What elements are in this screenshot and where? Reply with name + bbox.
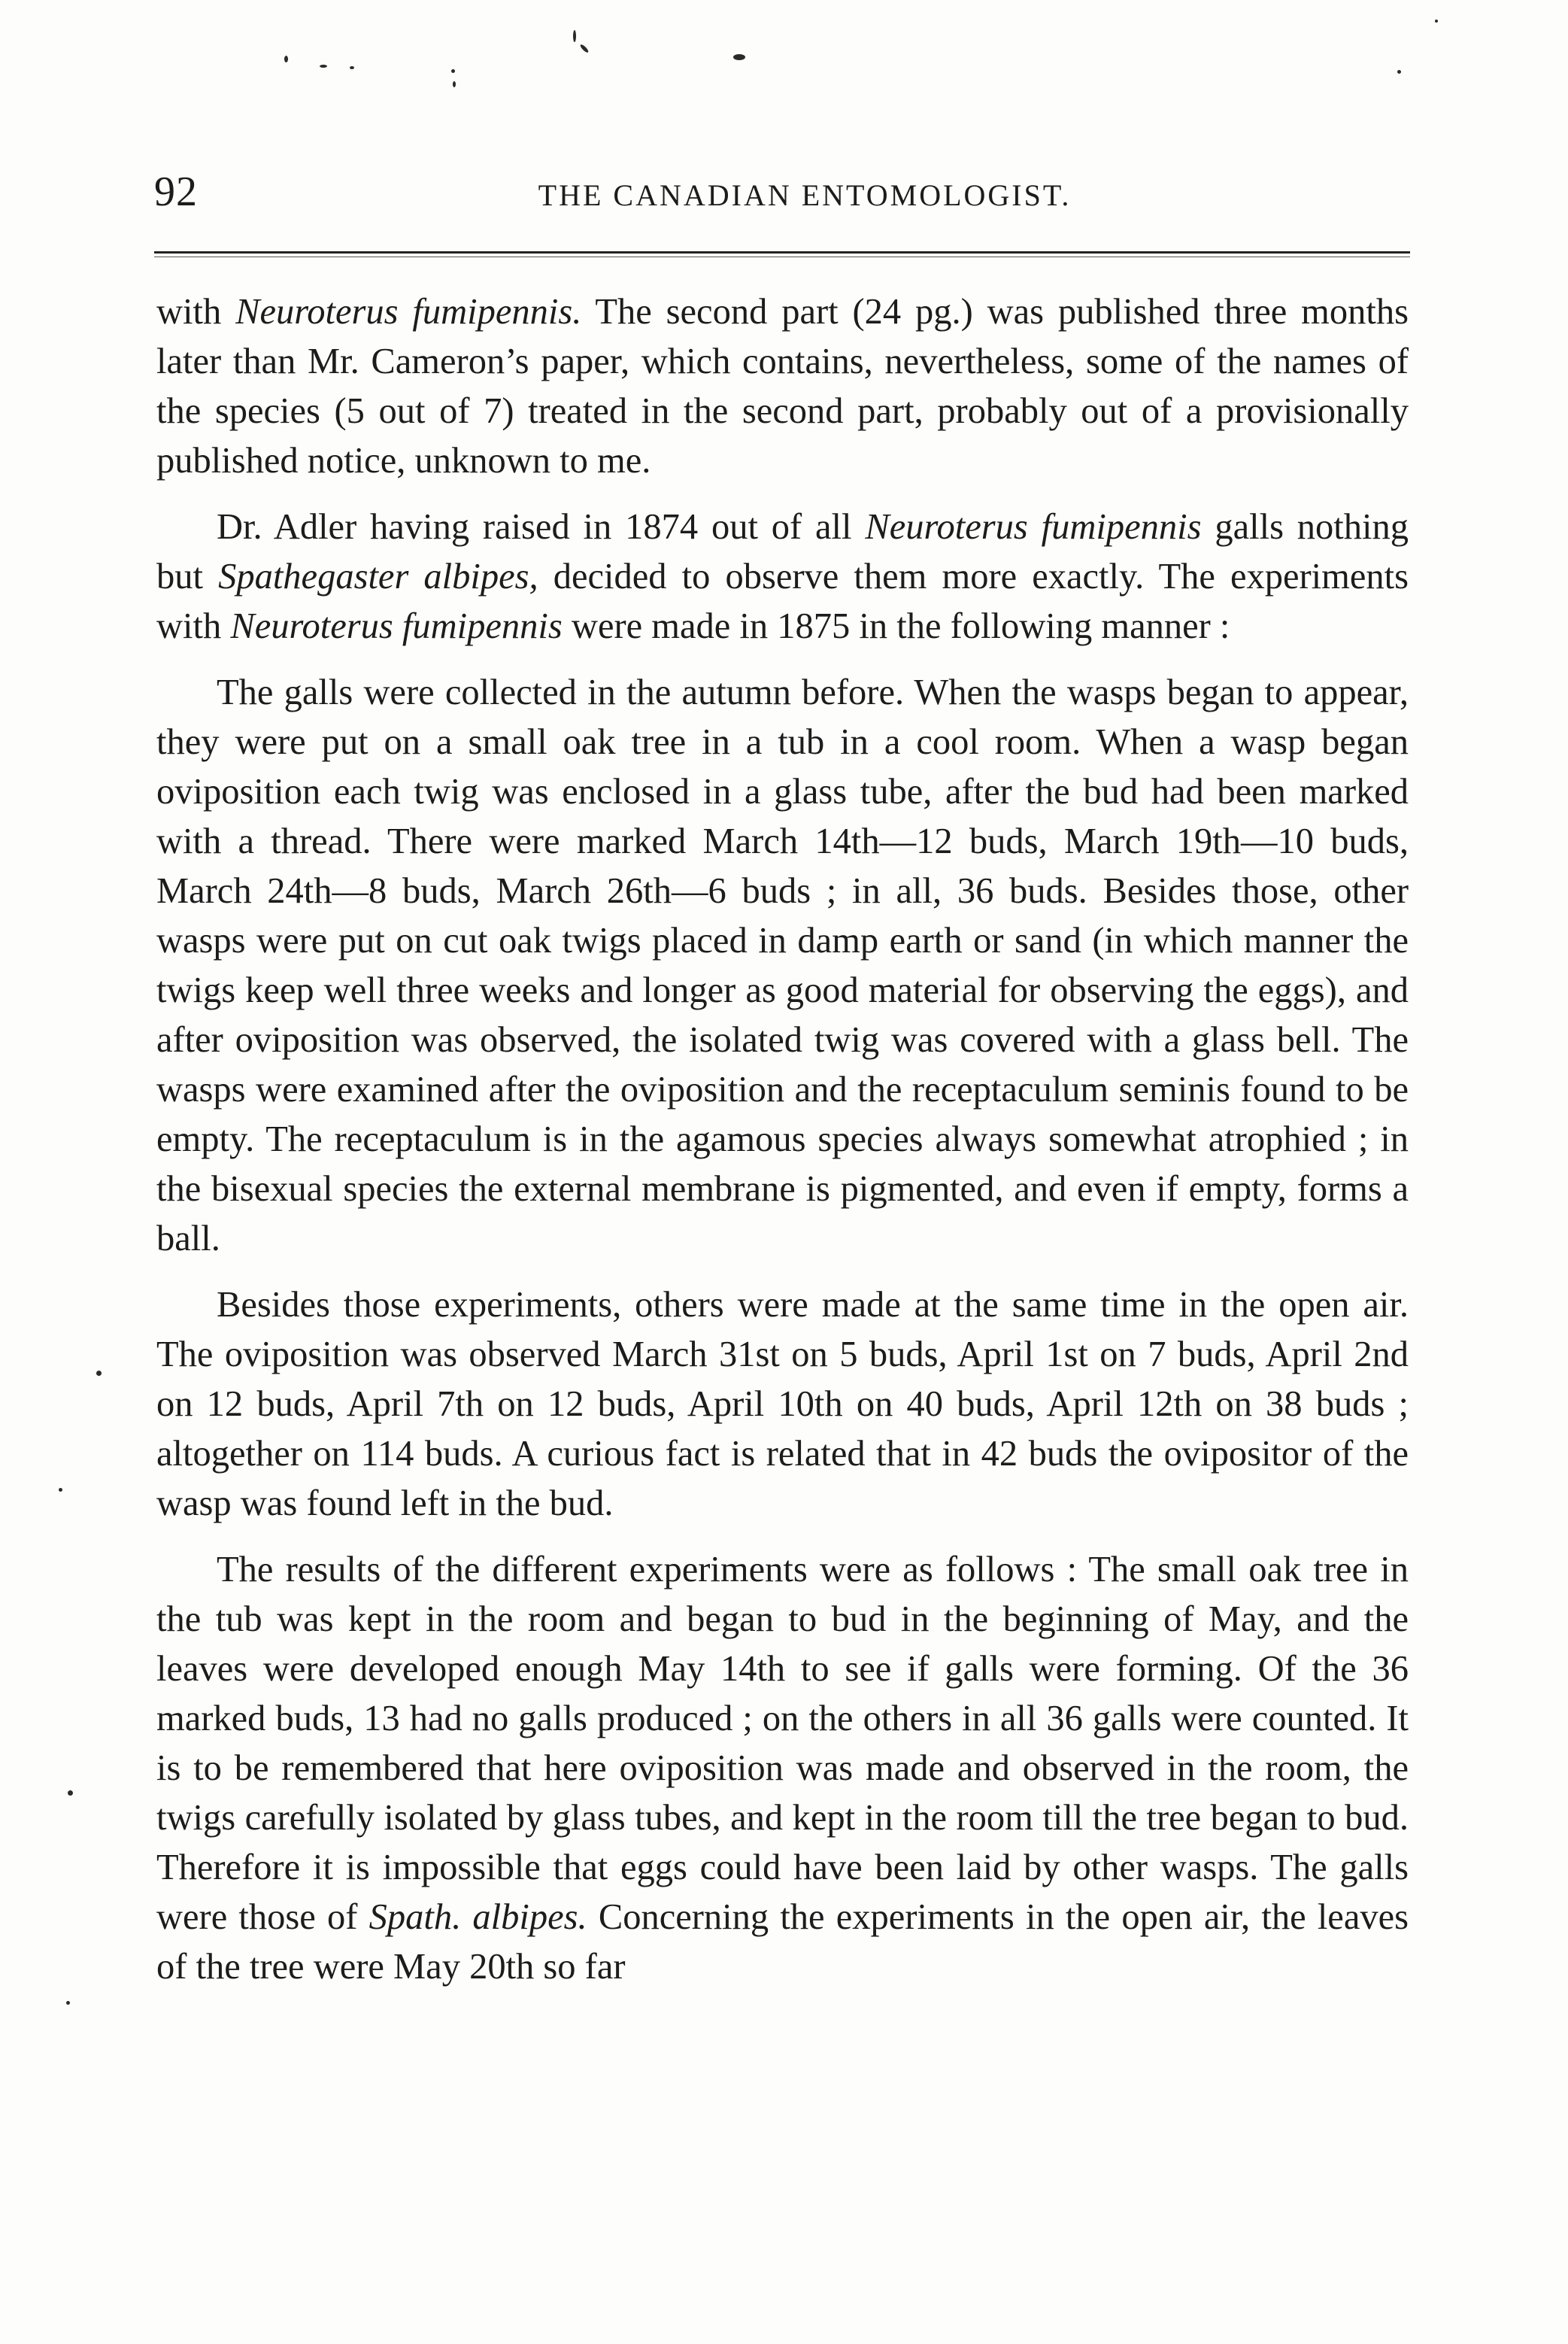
scan-speck [284,56,288,62]
header-rule [154,251,1410,254]
paragraph [156,287,1409,486]
text-run: The galls were collected in the autumn before. When the wasps began to appear, they were put on a small oak tree in a tub in a cool room. When a wasp began oviposition each twig was enclosed in a glass tube, after the bud had been marked with a thread. There were marked March 14th—12 buds, March 19th—10 buds, March 24th—8 buds, March 26th—6 buds ; in all, 36 buds. Besides those, other wasps were put on cut oak twigs placed in damp earth or sand (in which manner the twigs keep well three weeks and longer as good material for observing the eggs), and after oviposition was observed, the isolated twig was covered with a glass bell. The wasps were examined after the oviposition and the receptaculum seminis found to be empty. The receptaculum is in the agamous species always somewhat atrophied ; in the bisexual species the external membrane is pigmented, and even if empty, forms a ball. [156,673,1409,1259]
text-run: Concerning the experiments in the open air, the leaves of the tree were May 20th so far [156,1897,1409,1987]
body-text [156,287,1409,2008]
paragraph [156,503,1409,651]
scan-speck [451,69,455,73]
paragraph [156,668,1409,1264]
running-title: THE CANADIAN ENTOMOLOGIST. [538,178,1072,212]
text-run: with [156,292,236,332]
scan-speck [453,81,456,87]
text-run: decided to observe them more exactly. The experiments with [156,557,1409,646]
scan-speck [733,54,745,60]
taxon-name: Spathegaster albipes, [218,557,538,597]
page-header [154,165,1410,226]
scan-speck [579,44,589,53]
paragraph [156,1545,1409,1992]
taxon-name: Neuroterus fumipennis. [235,292,582,332]
scan-speck [1435,20,1438,23]
scan-speck [96,1371,102,1376]
paragraph [156,1280,1409,1529]
scan-speck [1397,70,1401,74]
text-run: The results of the different experiments were as follows : The small oak tree in the tub was kept in the room and began to bud in the beginning of May, and the leaves were developed enough May 14th to see if galls were forming. Of the 36 marked buds, 13 had no galls produced ; on the others in all 36 galls were counted. It is to be remembered that here oviposition was made and observed in the room, the twigs carefully isolated by glass tubes, and kept in the room till the tree began to bud. Therefore it is impossible that eggs could have been laid by other wasps. The galls were those of [156,1550,1409,1937]
scan-speck [573,30,576,42]
text-run: were made in 1875 in the following manner : [562,606,1230,646]
taxon-name: Neuroterus fumipennis [230,606,563,646]
scan-speck [320,65,327,68]
scan-speck [350,66,354,69]
scan-speck [59,1488,62,1492]
text-run: Dr. Adler having raised in 1874 out of all [217,507,866,547]
text-run: The second part (24 pg.) was published three months later than Mr. Cameron’s paper, which contains, nevertheless, some of the names of the species (5 out of 7) treated in the second part, probably out of a provisionally published notice, unknown to me. [156,292,1409,481]
taxon-name: Spath. albipes. [368,1897,587,1937]
scan-speck [68,1790,73,1796]
text-run: galls nothing but [156,507,1409,597]
text-run: Besides those experiments, others were made at the same time in the open air. The oviposition was observed March 31st on 5 buds, April 1st on 7 buds, April 2nd on 12 buds, April 7th on 12 buds, April 10th on 40 buds, April 12th on 38 buds ; altogether on 114 buds. A curious fact is related that in 42 buds the ovipositor of the wasp was found left in the bud. [156,1285,1409,1523]
scan-speck [66,2001,70,2005]
page-number: 92 [154,169,198,215]
taxon-name: Neuroterus fumipennis [865,507,1202,547]
